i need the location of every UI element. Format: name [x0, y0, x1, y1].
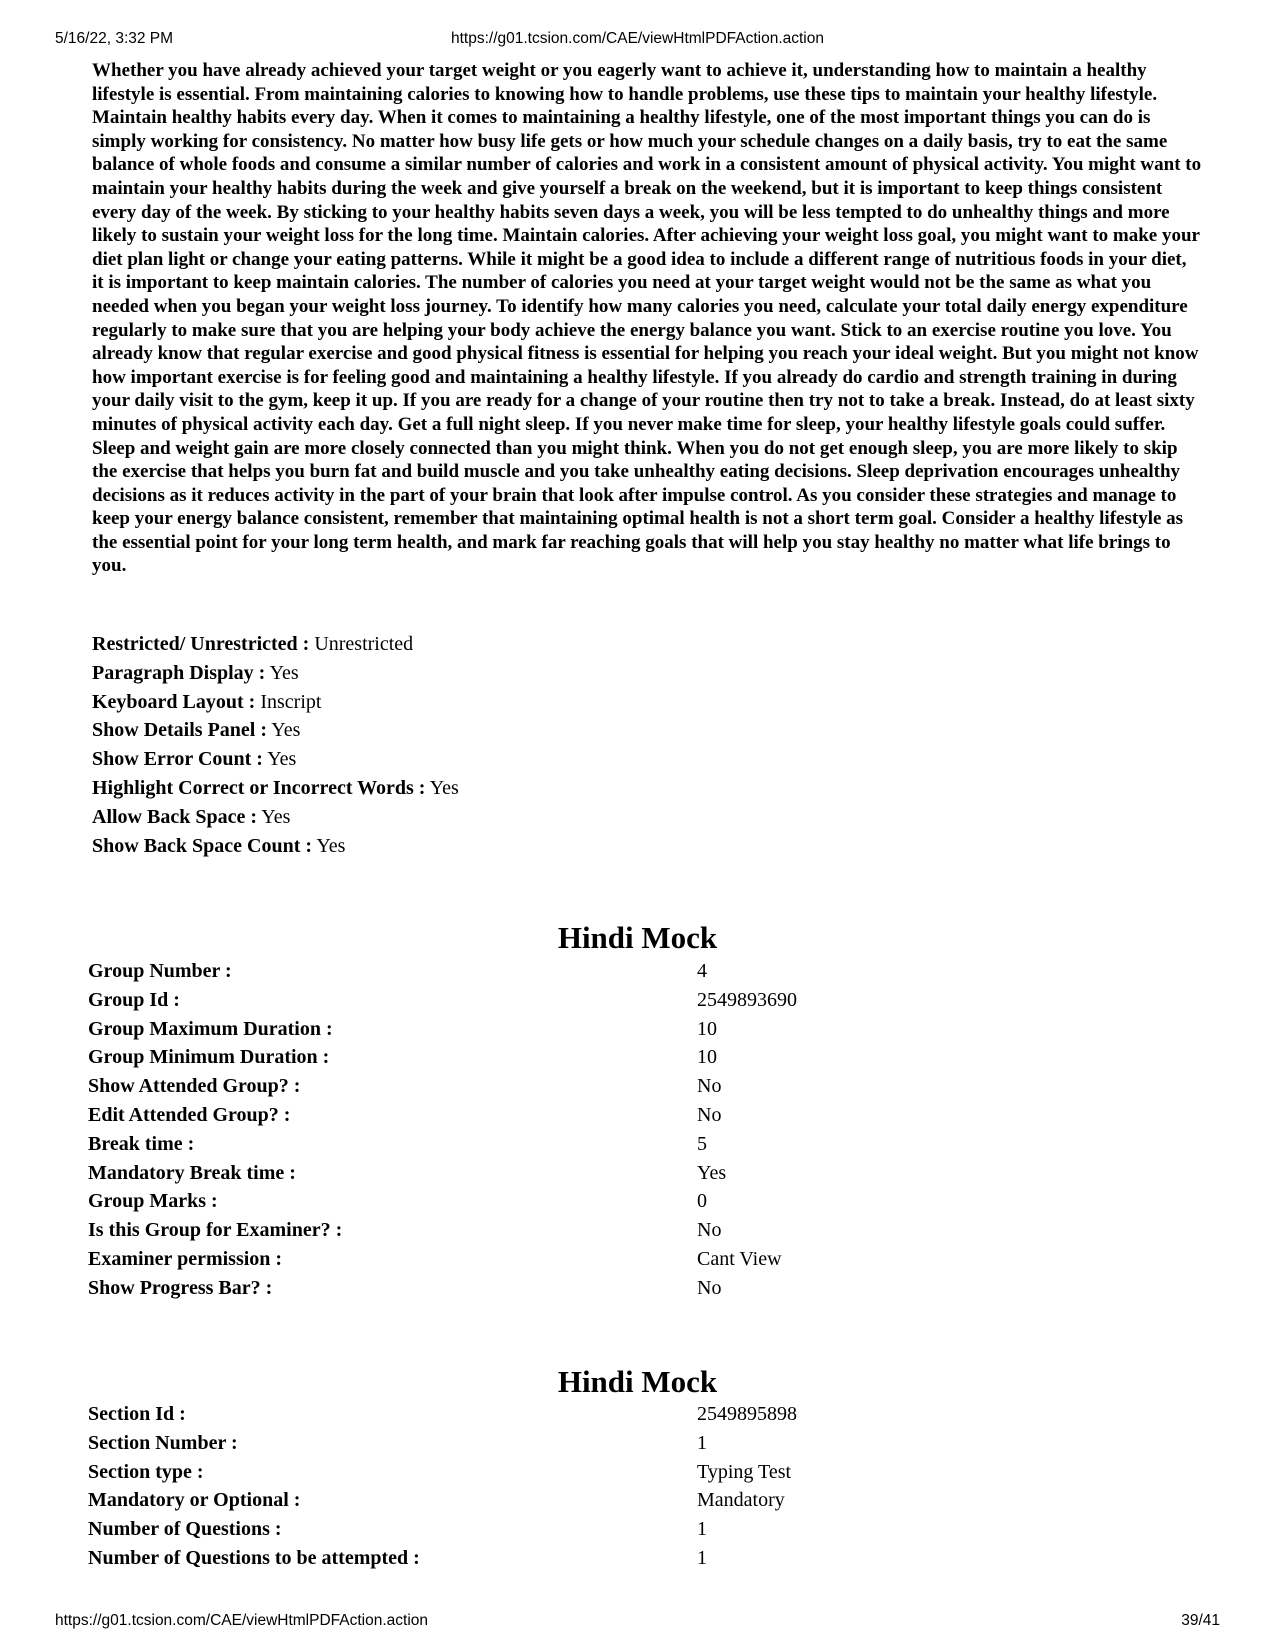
- table-row: [88, 1400, 1188, 1429]
- row-label: Section type :: [88, 1460, 204, 1483]
- setting-value: Inscript: [260, 690, 322, 713]
- footer-url: https://g01.tcsion.com/CAE/viewHtmlPDFAction.action: [55, 1612, 429, 1629]
- setting-paragraph-display: [92, 659, 459, 688]
- typing-settings-list: [92, 630, 459, 860]
- row-value: 10: [697, 1017, 717, 1040]
- row-label: Show Progress Bar? :: [88, 1276, 273, 1299]
- row-label: Mandatory Break time :: [88, 1161, 296, 1184]
- setting-value: Unrestricted: [314, 633, 414, 655]
- row-value: 2549893690: [697, 988, 797, 1011]
- table-row: [88, 1515, 1188, 1544]
- row-value: Mandatory: [697, 1489, 785, 1512]
- row-value: Yes: [697, 1161, 727, 1184]
- setting-label: Show Details Panel :: [92, 719, 267, 742]
- setting-restricted: [92, 630, 459, 659]
- table-row: [88, 1015, 1188, 1044]
- row-label: Group Id :: [88, 988, 180, 1011]
- setting-value: Yes: [271, 719, 301, 742]
- row-value: No: [697, 1276, 722, 1299]
- setting-value: Yes: [316, 834, 346, 857]
- row-value: 1: [697, 1518, 707, 1541]
- page-footer: [55, 1612, 1220, 1632]
- setting-label: Paragraph Display :: [92, 661, 266, 684]
- row-label: Show Attended Group? :: [88, 1075, 301, 1098]
- row-value: 1: [697, 1431, 707, 1454]
- setting-value: Yes: [269, 661, 299, 684]
- table-row: [88, 1159, 1188, 1188]
- table-row: [88, 1458, 1188, 1487]
- row-label: Number of Questions :: [88, 1518, 282, 1541]
- setting-show-error-count: [92, 745, 459, 774]
- table-row: [88, 1072, 1188, 1101]
- row-label: Number of Questions to be attempted :: [88, 1546, 420, 1569]
- row-label: Examiner permission :: [88, 1247, 283, 1270]
- table-row: [88, 1187, 1188, 1216]
- row-value: 1: [697, 1546, 707, 1569]
- row-label: Section Number :: [88, 1431, 238, 1454]
- row-label: Break time :: [88, 1132, 195, 1155]
- table-row: [88, 1486, 1188, 1515]
- setting-value: Yes: [261, 805, 291, 828]
- setting-value: Yes: [267, 748, 297, 771]
- row-value: 0: [697, 1190, 707, 1213]
- setting-show-back-space-count: [92, 832, 459, 861]
- table-row: [88, 1216, 1188, 1245]
- setting-value: Yes: [429, 776, 459, 799]
- row-label: Group Marks :: [88, 1190, 218, 1213]
- setting-label: Show Error Count :: [92, 748, 263, 771]
- group-details-table: [88, 957, 1188, 1303]
- row-value: 2549895898: [697, 1403, 797, 1425]
- setting-highlight-words: [92, 774, 459, 803]
- setting-label: Show Back Space Count :: [92, 834, 313, 857]
- row-value: 5: [697, 1132, 707, 1155]
- table-row: [88, 1274, 1188, 1303]
- setting-label: Highlight Correct or Incorrect Words :: [92, 776, 426, 799]
- table-row: [88, 1130, 1188, 1159]
- row-value: No: [697, 1219, 722, 1242]
- setting-label: Restricted/ Unrestricted :: [92, 633, 310, 655]
- header-url: https://g01.tcsion.com/CAE/viewHtmlPDFAction.action: [450, 30, 824, 47]
- row-label: Group Minimum Duration :: [88, 1046, 330, 1069]
- row-value: No: [697, 1103, 722, 1126]
- table-row: [88, 1245, 1188, 1274]
- group-section-title: Hindi Mock: [557, 920, 718, 955]
- table-row: [88, 1101, 1188, 1130]
- row-value: Cant View: [697, 1247, 782, 1270]
- table-row: [88, 1544, 1188, 1573]
- row-label: Edit Attended Group? :: [88, 1103, 291, 1126]
- row-label: Mandatory or Optional :: [88, 1489, 301, 1512]
- setting-keyboard-layout: [92, 688, 459, 717]
- row-label: Is this Group for Examiner? :: [88, 1219, 343, 1242]
- setting-label: Allow Back Space :: [92, 805, 257, 828]
- row-value: No: [697, 1075, 722, 1098]
- row-value: 10: [697, 1046, 717, 1069]
- table-row: [88, 1429, 1188, 1458]
- table-row: [88, 1043, 1188, 1072]
- setting-show-details-panel: [92, 716, 459, 745]
- page-header: [55, 30, 1220, 50]
- page-number: 39/41: [1181, 1612, 1220, 1629]
- row-value: 4: [697, 960, 707, 982]
- setting-allow-back-space: [92, 803, 459, 832]
- row-label: Group Number :: [88, 960, 232, 982]
- table-row: [88, 986, 1188, 1015]
- section-details-title: Hindi Mock: [557, 1364, 718, 1399]
- setting-label: Keyboard Layout :: [92, 690, 256, 713]
- row-label: Group Maximum Duration :: [88, 1017, 333, 1040]
- section-details-table: [88, 1400, 1188, 1573]
- table-row: [88, 957, 1188, 986]
- row-label: Section Id :: [88, 1403, 186, 1425]
- print-datetime: 5/16/22, 3:32 PM: [55, 30, 174, 47]
- passage-text: Whether you have already achieved your target weight or you eagerly want to achieve it, understanding how to maintain a healthy lifestyle is essential. From maintaining calories to knowing how to handle problems, use these tips to maintain your healthy lifestyle. Maintain healthy habits every day. When it comes to maintaining a healthy lifestyle, one of the most important things you can do is simply working for consistency. No matter how busy life gets or how much your schedule changes on a daily basis, try to eat the same balance of whole foods and consume a similar number of calories and work in a consistent amount of physical activity. You might want to maintain your healthy habits during the week and give yourself a break on the weekend, but it is important to keep things consistent every day of the week. By sticking to your healthy habits seven days a week, you will be less tempted to do unhealthy things and more likely to sustain your weight loss for the long time. Maintain calories. After achieving your weight loss goal, you might want to make your diet plan light or change your eating patterns. While it might be a good idea to include a different range of nutritious foods in your diet, it is important to keep maintain calories. The number of calories you need at your target weight would not be the same as what you needed when you began your weight loss journey. To identify how many calories you need, calculate your total daily energy expenditure regularly to make sure that you are helping your body achieve the energy balance you want. Stick to an exercise routine you love. You already know that regular exercise and good physical fitness is essential for helping you reach your ideal weight. But you might not know how important exercise is for feeling good and maintaining a healthy lifestyle. If you already do cardio and strength training in during your daily visit to the gym, keep it up. If you are ready for a change of your routine then try not to take a break. Instead, do at least sixty minutes of physical activity each day. Get a full night sleep. If you never make time for sleep, your healthy lifestyle goals could suffer. Sleep and weight gain are more closely connected than you might think. When you do not get enough sleep, you are more likely to skip the exercise that helps you burn fat and build muscle and you take unhealthy eating decisions. Sleep deprivation encourages unhealthy decisions as it reduces activity in the part of your brain that look after impulse control. As you consider these strategies and manage to keep your energy balance consistent, remember that maintaining optimal health is not a short term goal. Consider a healthy lifestyle as the essential point for your long term health, and mark far reaching goals that will help you stay healthy no matter what life brings to you.: [92, 60, 1202, 577]
- row-value: Typing Test: [697, 1460, 792, 1483]
